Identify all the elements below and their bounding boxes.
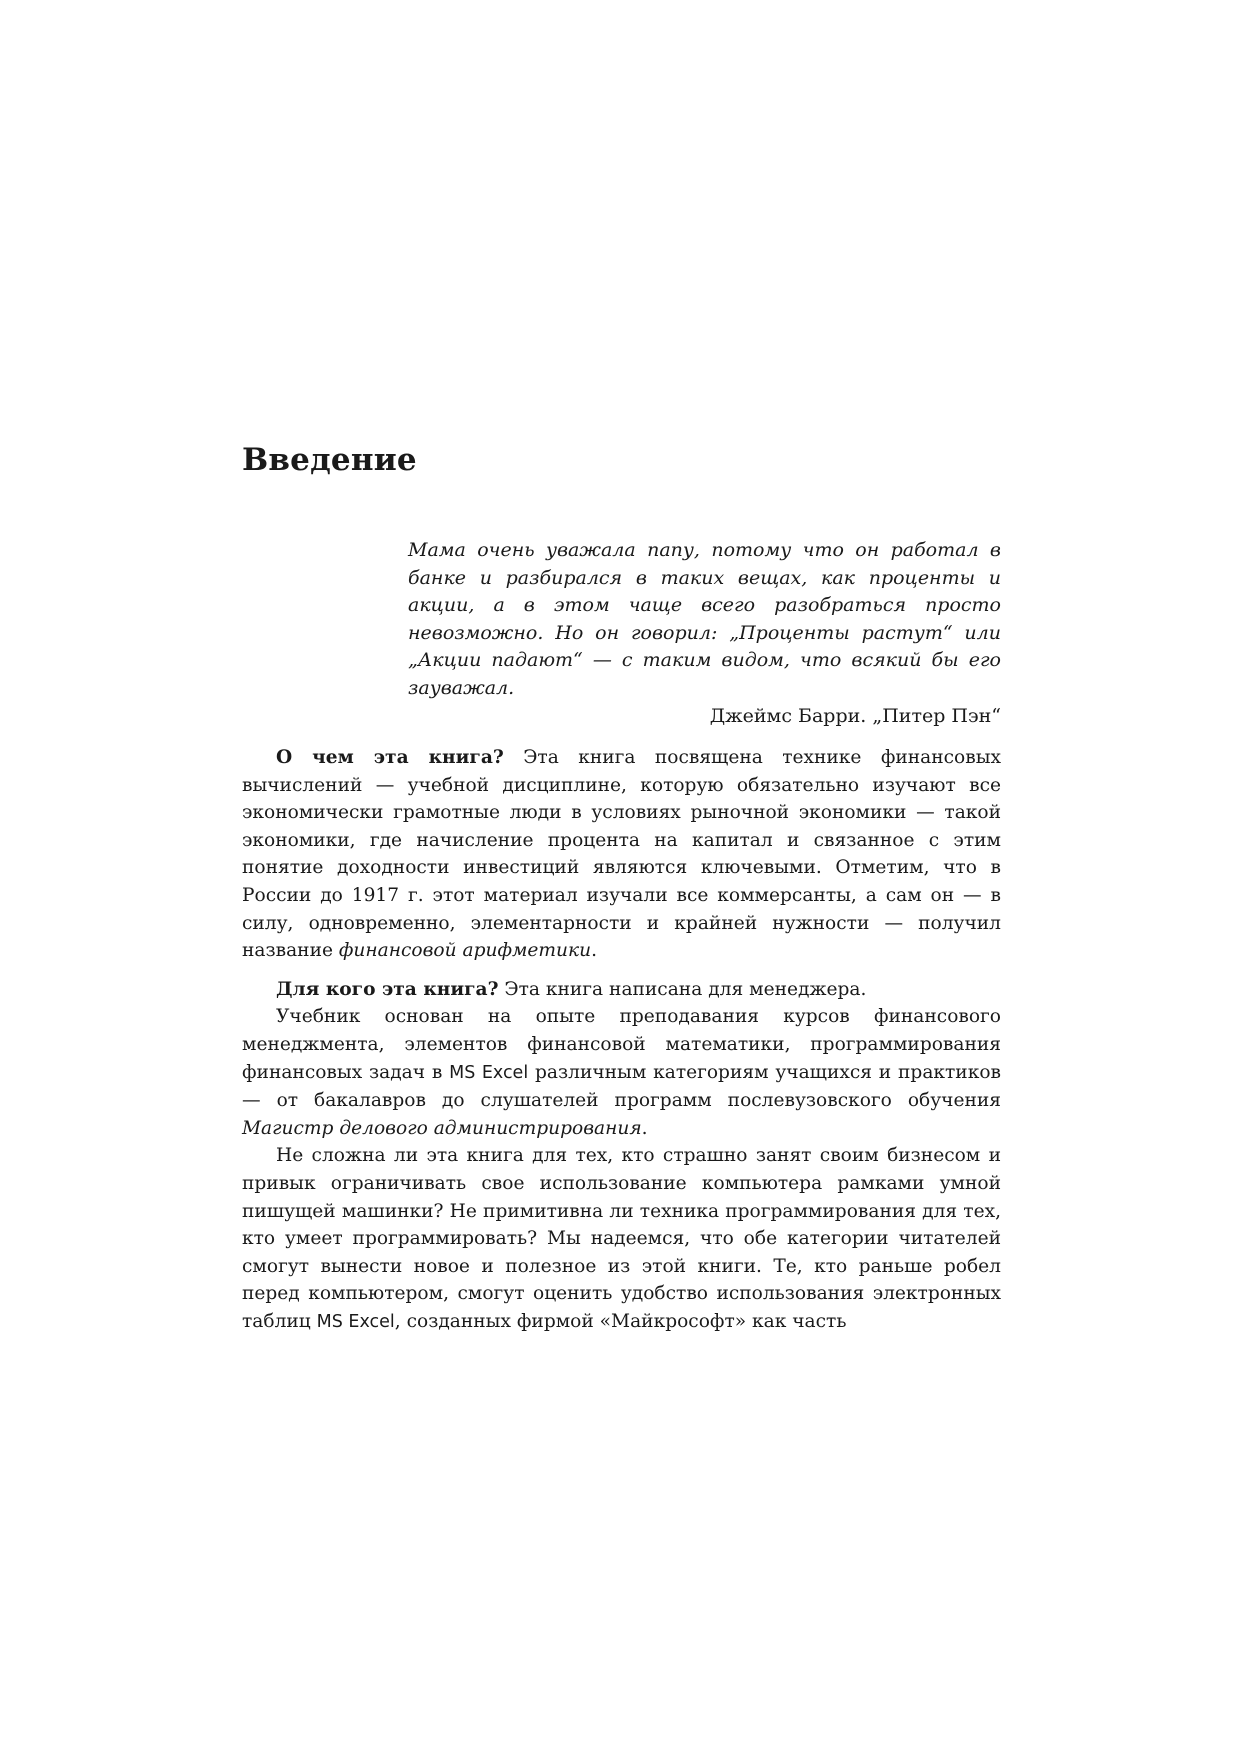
- paragraph-based-on: [242, 1003, 1001, 1142]
- paragraph-text: Эта книга посвящена технике финансовых вычислений — учебной дисциплине, которую обязательно изучают все экономически грамотные люди в условиях рыночной экономики — такой экономики, где начисление процента на капитал и связанное с этим понятие доходности инвестиций являются ключевыми. Отметим, что в России до 1917 г. этот материал изучали все коммерсанты, а сам он — в силу, одновременно, элементарности и крайней нужности — получил название: [242, 747, 1002, 962]
- paragraph-complexity: [242, 1142, 1001, 1336]
- paragraph-text: .: [591, 940, 598, 962]
- paragraph-text: Учебник основан на опыте преподавания курсов финансового менеджмента, элементов финансовой математики, программирования финансовых задач в: [242, 1006, 1001, 1083]
- product-name: MS Excel: [449, 1062, 529, 1083]
- paragraph-what-about: [242, 744, 1001, 965]
- paragraph-lead: Для кого эта книга?: [276, 978, 499, 1000]
- paragraph-text: различным категориям учащихся и практиков — от бакалавров до слушателей программ послевузовского обучения: [242, 1061, 1001, 1112]
- emphasized-term: Магистр делового администрирования: [242, 1117, 642, 1139]
- paragraph-text: Эта книга написана для менеджера.: [498, 978, 867, 1000]
- page-title: Введение: [242, 442, 417, 478]
- emphasized-term: финансовой арифметики: [338, 940, 592, 962]
- paragraph-text: , созданных фирмой «Майкрософт» как часть: [394, 1310, 847, 1332]
- body-text: [242, 744, 1001, 1336]
- paragraph-text: Не сложна ли эта книга для тех, кто страшно занят своим бизнесом и привык ограничивать свое использование компьютера рамками умной пишущей машинки? Не примитивна ли техника программирования для тех, кто умеет программировать? Мы надеемся, что обе категории читателей смогут вынести новое и полезное из этой книги. Те, кто раньше робел перед компьютером, смогут оценить удобство использования электронных таблиц: [242, 1145, 1001, 1332]
- epigraph: [408, 537, 1001, 731]
- product-name: MS Excel: [316, 1311, 395, 1332]
- epigraph-source: Джеймс Барри. „Питер Пэн“: [709, 705, 1001, 727]
- paragraph-for-whom: [242, 976, 1001, 1004]
- paragraph-lead: О чем эта книга?: [276, 747, 504, 768]
- paragraph-text: .: [641, 1117, 648, 1139]
- epigraph-text: Мама очень уважала папу, потому что он работал в банке и разбирался в таких вещах, как проценты и акции, а в этом чаще всего разобраться просто невозможно. Но он говорил: „Проценты растут“ или „Акции падают“ — с таким видом, что всякий бы его зауважал.: [408, 539, 1001, 699]
